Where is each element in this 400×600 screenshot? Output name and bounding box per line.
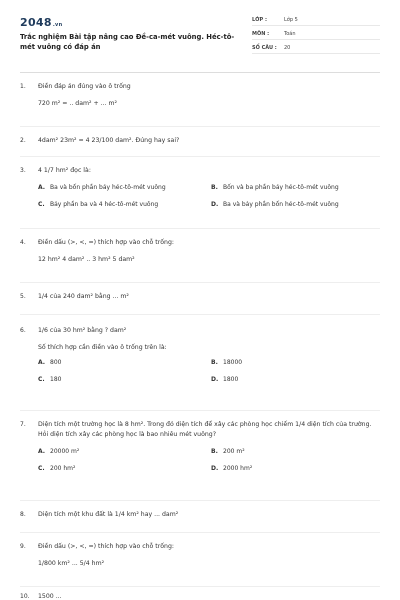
question-5: 5. 1/4 của 240 dam² bằng ... m² bbox=[20, 293, 129, 300]
option-d[interactable]: D. 2000 hm² bbox=[211, 465, 253, 472]
option-c[interactable]: C. Bảy phần ba và 4 héc-tô-mét vuông bbox=[38, 201, 159, 208]
question-9-sub: 1/800 km² ... 5/4 hm² bbox=[38, 560, 105, 567]
question-4: 4. Điền dấu (>, <, =) thích hợp vào chỗ trống: 12 hm² 4 dam² .. 3 hm² 5 dam² bbox=[20, 238, 380, 263]
option-a[interactable]: A. 20000 m² bbox=[38, 448, 80, 455]
question-4-sub: 12 hm² 4 dam² .. 3 hm² 5 dam² bbox=[38, 256, 135, 263]
question-1-sub: 720 m² = .. dam² + ... m² bbox=[38, 100, 118, 107]
option-c[interactable]: C. 200 hm² bbox=[38, 465, 76, 472]
divider bbox=[20, 156, 380, 157]
question-1: 1. Điền đáp án đúng vào ô trống 720 m² = .. dam² + ... m² bbox=[20, 82, 380, 107]
divider bbox=[20, 586, 380, 587]
divider bbox=[20, 314, 380, 315]
page-header bbox=[0, 0, 400, 72]
option-b[interactable]: B. 18000 bbox=[211, 359, 243, 366]
meta-class-row: LỚP : Lớp 5 bbox=[252, 14, 380, 26]
question-10: 10. 1500 ... bbox=[20, 593, 62, 600]
meta-count-row: SỐ CÂU : 20 bbox=[252, 42, 380, 54]
option-b[interactable]: B. 200 m² bbox=[211, 448, 245, 455]
meta-subject-row: MÔN : Toán bbox=[252, 28, 380, 40]
divider bbox=[20, 228, 380, 229]
divider bbox=[20, 500, 380, 501]
site-logo[interactable]: 2048.vn bbox=[20, 16, 63, 29]
question-9: 9. Điền dấu (>, <, =) thích hợp vào chỗ trống: 1/800 km² ... 5/4 hm² bbox=[20, 542, 380, 567]
question-6-sub: Số thích hợp cần điền vào ô trống trên là: bbox=[38, 344, 167, 351]
divider bbox=[20, 532, 380, 533]
question-3: 3. 4 1/7 hm² đọc là: A. Ba và bốn phần bảy héc-tô-mét vuông B. Bốn và ba phần bảy héc-tô-mét vuông C. Bảy phần ba và 4 héc-tô-mét vuông D. Ba và bảy phần bốn héc-tô-mét vuông bbox=[20, 166, 380, 208]
question-2: 2. 4dam² 23m² = 4 23/100 dam². Đúng hay sai? bbox=[20, 137, 180, 144]
header-separator bbox=[20, 72, 380, 73]
question-8: 8. Diện tích một khu đất là 1/4 km² hay ... dam² bbox=[20, 511, 179, 518]
option-a[interactable]: A. 800 bbox=[38, 359, 62, 366]
option-b[interactable]: B. Bốn và ba phần bảy héc-tô-mét vuông bbox=[211, 184, 339, 191]
divider bbox=[20, 410, 380, 411]
page-title: Trắc nghiệm Bài tập nâng cao Đề-ca-mét vuông. Héc-tô-mét vuông có đáp án bbox=[20, 33, 235, 51]
option-c[interactable]: C. 180 bbox=[38, 376, 62, 383]
question-6: 6. 1/6 của 30 hm² bằng ? dam² Số thích hợp cần điền vào ô trống trên là: A. 800 B. 18000 C. 180 D. 1800 bbox=[20, 326, 380, 383]
option-a[interactable]: A. Ba và bốn phần bảy héc-tô-mét vuông bbox=[38, 184, 166, 191]
question-7: 7. Diện tích một trường học là 8 hm². Trong đó diện tích để xây các phòng học chiếm 1/4 diện tích của trường. Hỏi diện tích xây các phòng học là bao nhiêu mét vuông? A. 20000 m² B. 200 m² C. 200 hm² D. 2000 hm² bbox=[20, 420, 380, 472]
option-d[interactable]: D. Ba và bảy phần bốn héc-tô-mét vuông bbox=[211, 201, 339, 208]
divider bbox=[20, 282, 380, 283]
meta-panel bbox=[252, 14, 380, 56]
option-d[interactable]: D. 1800 bbox=[211, 376, 239, 383]
divider bbox=[20, 126, 380, 127]
